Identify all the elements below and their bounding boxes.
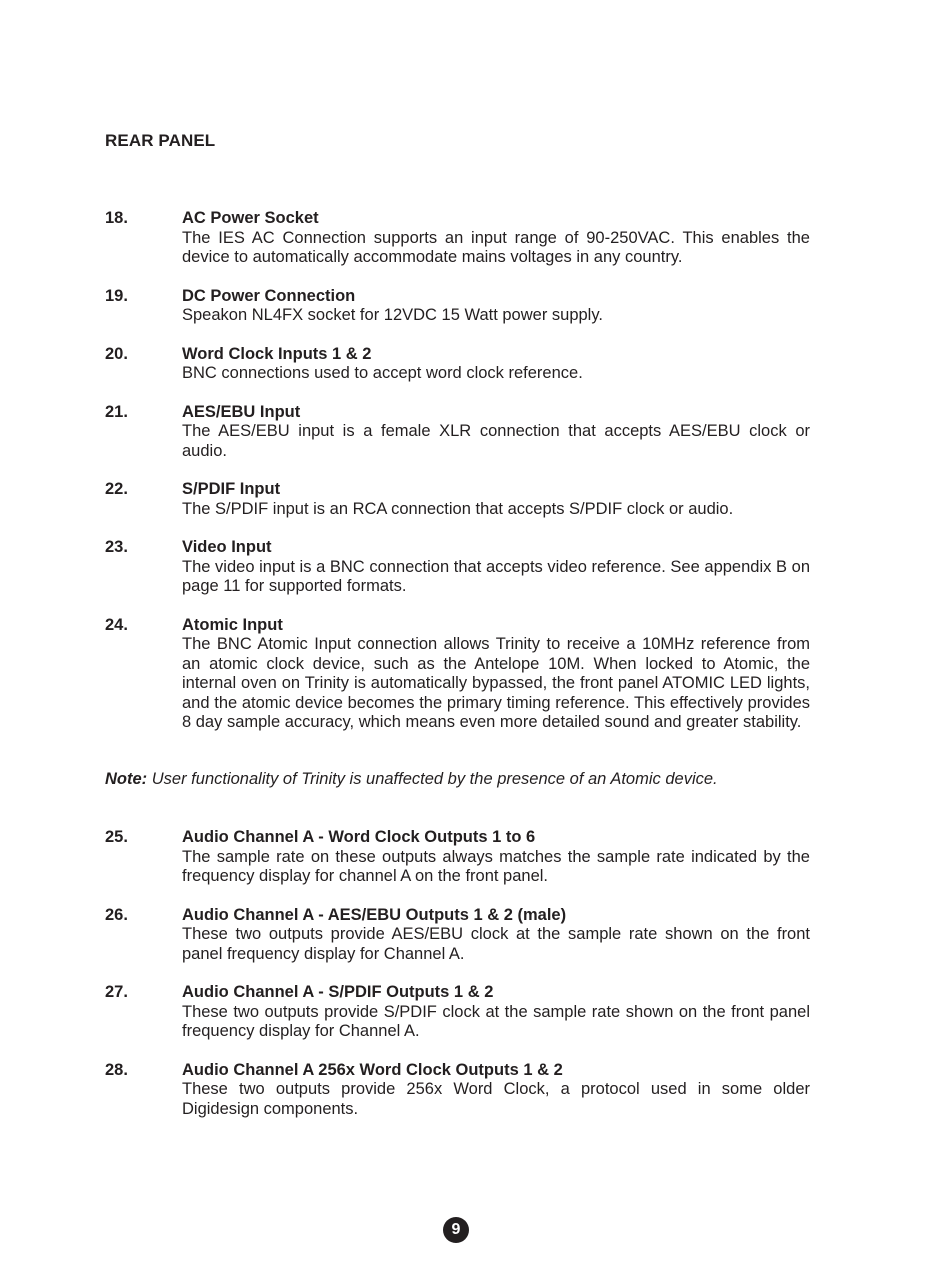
item-title: Audio Channel A - Word Clock Outputs 1 to 6 [182, 828, 536, 846]
list-item [105, 209, 810, 268]
page-number: 9 [443, 1217, 469, 1243]
item-title: Atomic Input [182, 615, 283, 634]
list-item [105, 403, 810, 462]
item-description: These two outputs provide AES/EBU clock at the sample rate shown on the front panel frequency display for Channel A. [182, 925, 810, 963]
list-item [105, 983, 810, 1042]
list-item [105, 287, 810, 326]
item-description: The video input is a BNC connection that accepts video reference. See appendix B on page 11 for supported formats. [182, 557, 810, 595]
item-title: AC Power Socket [182, 209, 319, 227]
item-number: 26. [105, 905, 128, 924]
item-number: 25. [105, 828, 128, 846]
section-heading: REAR PANEL [105, 131, 216, 150]
item-description: The IES AC Connection supports an input range of 90-250VAC. This enables the device to automatically accommodate mains voltages in any country. [182, 228, 810, 266]
list-item [105, 538, 810, 597]
item-description: These two outputs provide S/PDIF clock at the sample rate shown on the front panel frequency display for Channel A. [182, 1002, 810, 1040]
note-text: User functionality of Trinity is unaffected by the presence of an Atomic device. [151, 770, 718, 788]
list-item [105, 616, 810, 733]
note-label: Note: [105, 770, 148, 788]
item-title: Audio Channel A - AES/EBU Outputs 1 & 2 (male) [182, 905, 567, 924]
item-number: 23. [105, 538, 128, 556]
item-number: 24. [105, 615, 128, 634]
item-title: Audio Channel A - S/PDIF Outputs 1 & 2 [182, 983, 494, 1001]
item-number: 19. [105, 286, 128, 305]
item-number: 18. [105, 209, 128, 227]
item-title: DC Power Connection [182, 286, 356, 305]
item-list-lower [105, 828, 810, 1138]
item-list-upper [105, 209, 810, 752]
item-description: The sample rate on these outputs always matches the sample rate indicated by the frequency display for channel A on the front panel. [182, 847, 810, 885]
list-item [105, 345, 810, 384]
item-description: BNC connections used to accept word clock reference. [182, 364, 583, 382]
item-description: These two outputs provide 256x Word Clock, a protocol used in some older Digidesign components. [182, 1080, 810, 1118]
list-item [105, 906, 810, 965]
item-number: 20. [105, 344, 128, 363]
item-number: 22. [105, 480, 128, 498]
item-number: 28. [105, 1060, 128, 1079]
note [105, 770, 810, 790]
list-item [105, 1061, 810, 1120]
item-title: AES/EBU Input [182, 402, 301, 421]
item-title: Audio Channel A 256x Word Clock Outputs 1 & 2 [182, 1060, 563, 1079]
item-description: Speakon NL4FX socket for 12VDC 15 Watt power supply. [182, 306, 603, 324]
item-number: 27. [105, 983, 128, 1001]
list-item [105, 828, 810, 887]
item-description: The AES/EBU input is a female XLR connection that accepts AES/EBU clock or audio. [182, 422, 810, 460]
item-title: Video Input [182, 538, 272, 556]
list-item [105, 480, 810, 519]
item-title: S/PDIF Input [182, 480, 281, 498]
item-number: 21. [105, 402, 128, 421]
item-description: The S/PDIF input is an RCA connection that accepts S/PDIF clock or audio. [182, 499, 734, 518]
item-title: Word Clock Inputs 1 & 2 [182, 344, 372, 363]
item-description: The BNC Atomic Input connection allows Trinity to receive a 10MHz reference from an atomic clock device, such as the Antelope 10M. When locked to Atomic, the internal oven on Trinity is automatically bypassed, the front panel ATOMIC LED lights, and the atomic device becomes the primary timing reference. This effectively provides 8 day sample accuracy, which means even more detailed sound and greater stability. [182, 635, 810, 731]
